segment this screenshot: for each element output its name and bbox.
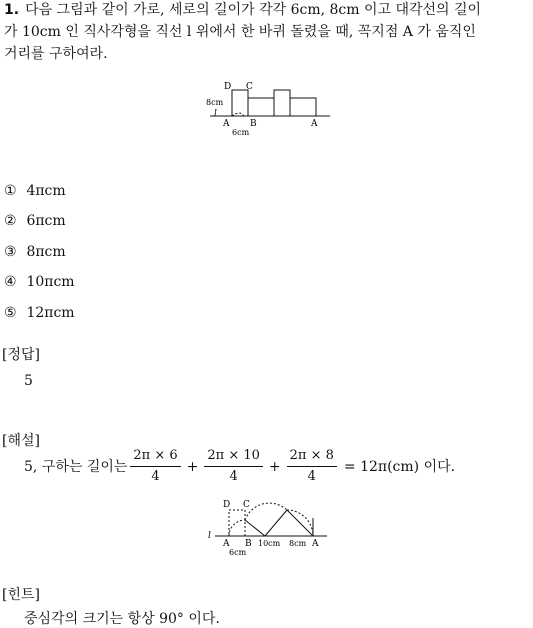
explanation-result: = 12π(cm) 이다. xyxy=(343,458,456,475)
choice-4-mark: ④ xyxy=(4,274,17,290)
choice-2[interactable] xyxy=(4,212,66,230)
hint-heading: [힌트] xyxy=(2,587,40,603)
label-8cm-2: 8cm xyxy=(289,539,307,548)
question-number: 1. xyxy=(4,2,20,18)
label-C: C xyxy=(246,82,253,92)
label-B: B xyxy=(250,119,257,129)
fraction-1 xyxy=(130,448,180,485)
label-l-2: l xyxy=(208,531,211,541)
answer-value: 5 xyxy=(24,373,33,389)
fraction-2-denominator: 4 xyxy=(229,469,238,484)
label-D-2: D xyxy=(223,500,231,510)
rect-2 xyxy=(248,98,274,116)
choice-5-text: 12πcm xyxy=(26,305,75,321)
rect-1 xyxy=(232,90,248,116)
question-line-1 xyxy=(4,0,481,20)
figure-arc-path xyxy=(205,496,330,558)
fraction-3 xyxy=(287,448,337,485)
answer-heading: [정답] xyxy=(2,347,40,363)
label-B-2: B xyxy=(245,539,252,549)
fraction-2 xyxy=(204,448,263,485)
fraction-2-numerator: 2π × 10 xyxy=(204,448,263,467)
choice-3-text: 8πcm xyxy=(26,244,66,260)
label-6cm: 6cm xyxy=(232,128,250,137)
hint-text: 중심각의 크기는 항상 90° 이다. xyxy=(24,611,220,627)
rect-4 xyxy=(290,98,316,116)
fraction-3-denominator: 4 xyxy=(307,469,316,484)
label-l: l xyxy=(214,109,217,119)
question-line-2: 가 10cm 인 직사각형을 직선 l 위에서 한 바퀴 돌렸을 때, 꼭지점 A 가 움직인 xyxy=(4,24,476,40)
label-8cm: 8cm xyxy=(206,98,224,107)
segment-1 xyxy=(245,520,265,536)
choice-3[interactable] xyxy=(4,243,66,261)
label-D: D xyxy=(224,82,232,92)
explanation-heading: [해설] xyxy=(2,433,40,449)
label-A-2: A xyxy=(223,539,230,549)
rect-3 xyxy=(274,90,290,116)
label-A: A xyxy=(223,119,230,129)
choice-5-mark: ⑤ xyxy=(4,305,17,321)
plus-sign-2: + xyxy=(268,458,281,475)
plus-sign-1: + xyxy=(186,458,199,475)
figure-rectangle-rolling xyxy=(200,80,335,140)
choice-5[interactable] xyxy=(4,304,75,322)
label-A2: A xyxy=(311,119,318,129)
choice-4[interactable] xyxy=(4,273,75,291)
fraction-3-numerator: 2π × 8 xyxy=(287,448,337,467)
choice-1-mark: ① xyxy=(4,183,17,199)
dashed-rect xyxy=(229,510,245,536)
question-line-3: 거리를 구하여라. xyxy=(4,46,108,62)
segment-2 xyxy=(265,510,287,536)
choice-4-text: 10πcm xyxy=(26,274,75,290)
label-C-2: C xyxy=(243,500,250,510)
explanation-prefix: 5, 구하는 길이는 xyxy=(24,458,128,475)
choice-1[interactable] xyxy=(4,182,66,200)
arc-1 xyxy=(229,520,245,536)
label-A2-2: A xyxy=(312,539,319,549)
fraction-1-denominator: 4 xyxy=(151,469,160,484)
choice-3-mark: ③ xyxy=(4,244,17,260)
explanation-formula xyxy=(24,448,455,485)
choice-2-text: 6πcm xyxy=(26,213,66,229)
choice-1-text: 4πcm xyxy=(26,183,66,199)
question-text-1: 다음 그림과 같이 가로, 세로의 길이가 각각 6cm, 8cm 이고 대각선의 길이 xyxy=(25,2,482,18)
label-10cm: 10cm xyxy=(258,539,281,548)
fraction-1-numerator: 2π × 6 xyxy=(130,448,180,467)
choice-2-mark: ② xyxy=(4,213,17,229)
label-6cm-2: 6cm xyxy=(229,548,247,557)
